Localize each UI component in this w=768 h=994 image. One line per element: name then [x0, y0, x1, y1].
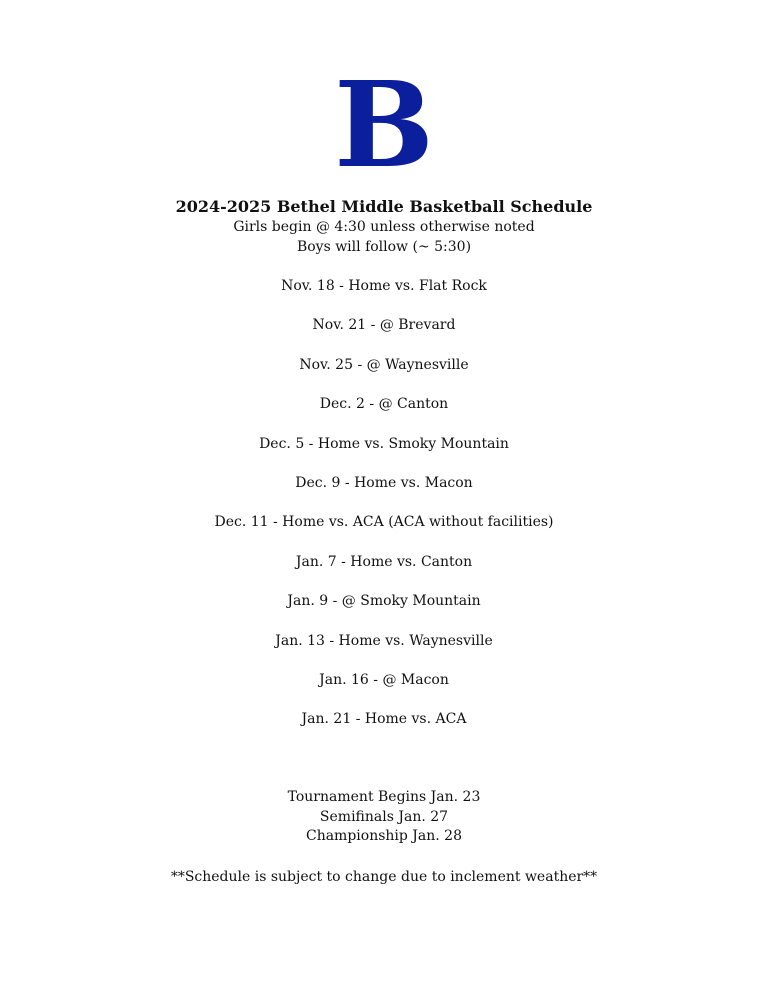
- semifinals-date: Semifinals Jan. 27: [319, 808, 449, 825]
- girls-start-note: Girls begin @ 4:30 unless otherwise noted: [233, 219, 535, 235]
- game-item: Jan. 16 - @ Macon: [319, 671, 449, 688]
- game-item: Dec. 2 - @ Canton: [319, 396, 449, 413]
- game-item: Nov. 18 - Home vs. Flat Rock: [281, 278, 487, 294]
- game-item: Dec. 9 - Home vs. Macon: [295, 474, 473, 491]
- game-item: Dec. 11 - Home vs. ACA (ACA without facilities): [214, 514, 554, 531]
- championship-date: Championship Jan. 28: [305, 828, 463, 844]
- game-item: Dec. 5 - Home vs. Smoky Mountain: [259, 435, 509, 452]
- game-item: Jan. 21 - Home vs. ACA: [301, 711, 467, 728]
- schedule-title: 2024-2025 Bethel Middle Basketball Schedule: [175, 197, 593, 216]
- game-item: Jan. 13 - Home vs. Waynesville: [275, 632, 493, 649]
- game-item: Nov. 25 - @ Waynesville: [299, 356, 469, 373]
- game-item: Jan. 7 - Home vs. Canton: [295, 553, 473, 570]
- school-logo-letter: B: [334, 55, 434, 194]
- game-item: Nov. 21 - @ Brevard: [312, 317, 456, 334]
- weather-disclaimer: **Schedule is subject to change due to inclement weather**: [170, 869, 598, 885]
- game-item: Jan. 9 - @ Smoky Mountain: [287, 593, 481, 610]
- tournament-begins: Tournament Begins Jan. 23: [287, 789, 481, 805]
- boys-start-note: Boys will follow (~ 5:30): [296, 239, 472, 255]
- game-list: [0, 276, 768, 749]
- tournament-section: [0, 788, 768, 847]
